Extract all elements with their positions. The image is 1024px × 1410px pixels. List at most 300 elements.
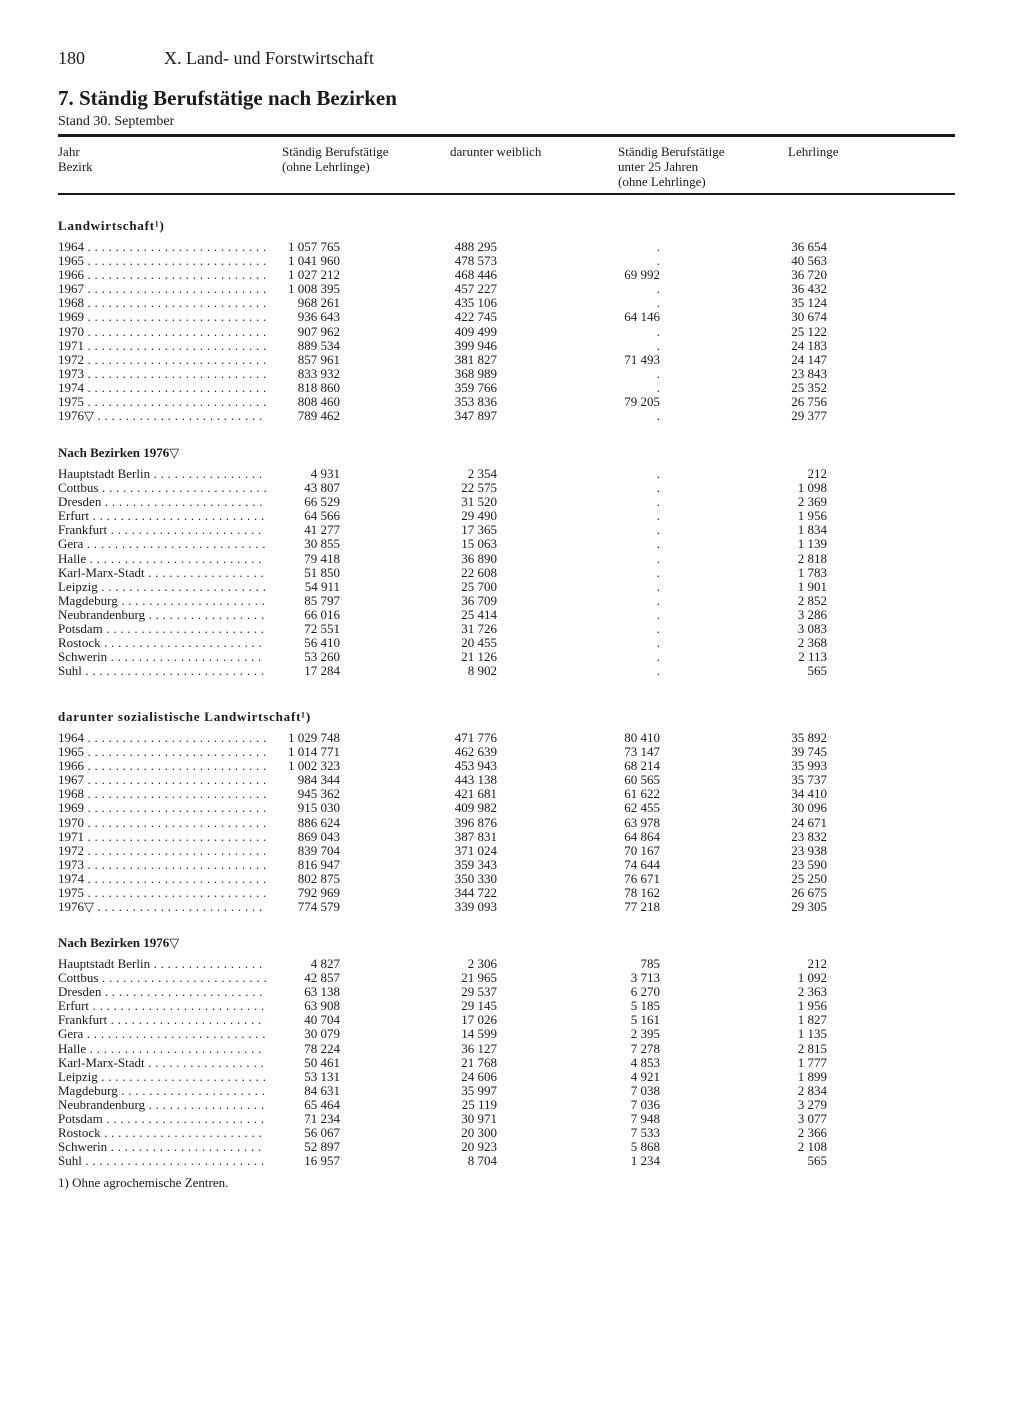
cell-unter-25: 62 455 [624,800,660,816]
chapter-title: X. Land- und Forstwirtschaft [164,48,374,68]
cell-unter-25: 4 853 [630,1054,660,1070]
cell-weiblich: 25 414 [461,606,497,622]
cell-unter-25: 73 147 [624,744,660,760]
cell-unter-25: . [656,635,660,651]
cell-berufstaetige: 17 284 [304,663,340,679]
cell-unter-25: . [656,466,660,481]
cell-weiblich: 359 343 [454,856,497,872]
cell-weiblich: 387 831 [454,828,497,844]
table-row [0,985,1024,999]
cell-lehrlinge: 1 092 [797,970,827,986]
cell-berufstaetige: 66 529 [304,494,340,510]
cell-unter-25: 80 410 [624,730,660,745]
table-row [0,900,1024,914]
cell-unter-25: 78 162 [624,885,660,901]
table-row [0,608,1024,622]
cell-unter-25: 64 146 [624,309,660,325]
cell-lehrlinge: 3 077 [797,1111,827,1127]
table-title: 7. Ständig Berufstätige nach Bezirken [58,86,397,110]
row-label: Dresden . . . [58,985,266,999]
cell-berufstaetige: 869 043 [297,828,340,844]
table-row [0,523,1024,537]
cell-unter-25: . [656,337,660,353]
cell-berufstaetige: 42 857 [304,970,340,986]
cell-berufstaetige: 53 260 [304,649,340,665]
table-row [0,268,1024,282]
cell-weiblich: 36 709 [461,592,497,608]
cell-unter-25: . [656,323,660,339]
cell-lehrlinge: 40 563 [791,253,827,269]
cell-lehrlinge: 26 756 [791,394,827,410]
cell-weiblich: 31 726 [461,621,497,637]
cell-unter-25: 2 395 [630,1026,660,1042]
row-label: Karl-Marx-Stadt . . . [58,566,266,580]
cell-lehrlinge: 1 956 [797,998,827,1014]
table-row [0,759,1024,773]
table-row [0,1042,1024,1056]
cell-lehrlinge: 565 [807,1153,827,1169]
cell-weiblich: 457 227 [454,281,497,297]
cell-weiblich: 2 354 [467,466,497,481]
cell-lehrlinge: 2 366 [797,1125,827,1141]
row-label: Karl-Marx-Stadt . . . [58,1056,266,1070]
row-label: 1972 . . . [58,353,266,367]
table-row [0,1070,1024,1084]
column-header-berufstaetige: Ständig Berufstätige (ohne Lehrlinge) [282,144,389,174]
cell-unter-25: . [656,550,660,566]
cell-unter-25: . [656,564,660,580]
cell-unter-25: 76 671 [624,870,660,886]
row-label: Erfurt . . . [58,999,266,1013]
cell-weiblich: 21 126 [461,649,497,665]
row-label: 1965 . . . [58,745,266,759]
cell-weiblich: 2 306 [467,956,497,971]
table-row [0,844,1024,858]
table-row [0,858,1024,872]
cell-unter-25: 7 036 [630,1096,660,1112]
row-label: 1966 . . . [58,268,266,282]
cell-unter-25: 5 185 [630,998,660,1014]
row-label: Erfurt . . . [58,509,266,523]
cell-lehrlinge: 1 139 [797,536,827,552]
table-row [0,1084,1024,1098]
row-label: Suhl . . . [58,664,266,678]
cell-lehrlinge: 25 250 [791,870,827,886]
cell-unter-25: 7 948 [630,1111,660,1127]
cell-berufstaetige: 71 234 [304,1111,340,1127]
cell-lehrlinge: 2 818 [797,550,827,566]
cell-lehrlinge: 26 675 [791,885,827,901]
cell-berufstaetige: 792 969 [297,885,340,901]
cell-weiblich: 381 827 [454,351,497,367]
table-row [0,537,1024,551]
table-row [0,872,1024,886]
cell-weiblich: 24 606 [461,1068,497,1084]
cell-lehrlinge: 36 432 [791,281,827,297]
section-rows-bezirke-landwirtschaft [0,467,1024,678]
cell-lehrlinge: 30 096 [791,800,827,816]
cell-berufstaetige: 857 961 [297,351,340,367]
row-label: 1976▽ . . . [58,409,266,423]
cell-lehrlinge: 1 783 [797,564,827,580]
cell-berufstaetige: 30 079 [304,1026,340,1042]
column-header-lehrlinge: Lehrlinge [788,144,839,159]
cell-lehrlinge: 24 183 [791,337,827,353]
cell-weiblich: 25 700 [461,578,497,594]
cell-weiblich: 14 599 [461,1026,497,1042]
cell-weiblich: 421 681 [454,786,497,802]
cell-lehrlinge: 2 834 [797,1082,827,1098]
row-label: Neubrandenburg . . . [58,608,266,622]
section-heading-bezirke-landwirtschaft: Nach Bezirken 1976▽ [58,445,180,460]
cell-unter-25: . [656,253,660,269]
table-row [0,282,1024,296]
cell-berufstaetige: 1 014 771 [288,744,340,760]
cell-weiblich: 468 446 [454,267,497,283]
cell-lehrlinge: 23 832 [791,828,827,844]
cell-unter-25: 3 713 [630,970,660,986]
cell-berufstaetige: 56 410 [304,635,340,651]
cell-weiblich: 8 704 [467,1153,497,1169]
cell-berufstaetige: 84 631 [304,1082,340,1098]
table-row [0,1027,1024,1041]
cell-lehrlinge: 24 147 [791,351,827,367]
cell-unter-25: 785 [640,956,660,971]
cell-weiblich: 478 573 [454,253,497,269]
cell-weiblich: 17 026 [461,1012,497,1028]
row-label: Suhl . . . [58,1154,266,1168]
cell-berufstaetige: 818 860 [297,379,340,395]
table-row [0,495,1024,509]
cell-lehrlinge: 2 108 [797,1139,827,1155]
row-label: 1970 . . . [58,816,266,830]
table-row [0,957,1024,971]
row-label: 1974 . . . [58,381,266,395]
cell-weiblich: 20 455 [461,635,497,651]
cell-weiblich: 21 965 [461,970,497,986]
cell-unter-25: 61 622 [624,786,660,802]
cell-berufstaetige: 1 041 960 [288,253,340,269]
table-row [0,381,1024,395]
cell-lehrlinge: 3 286 [797,606,827,622]
cell-lehrlinge: 1 901 [797,578,827,594]
cell-berufstaetige: 936 643 [297,309,340,325]
table-row [0,801,1024,815]
cell-berufstaetige: 16 957 [304,1153,340,1169]
table-row [0,566,1024,580]
table-row [0,830,1024,844]
cell-lehrlinge: 24 671 [791,814,827,830]
cell-weiblich: 435 106 [454,295,497,311]
cell-lehrlinge: 1 827 [797,1012,827,1028]
cell-weiblich: 29 145 [461,998,497,1014]
cell-lehrlinge: 1 834 [797,522,827,538]
table-row [0,787,1024,801]
table-row [0,552,1024,566]
cell-unter-25: 7 533 [630,1125,660,1141]
cell-unter-25: . [656,365,660,381]
cell-weiblich: 396 876 [454,814,497,830]
cell-weiblich: 471 776 [454,730,497,745]
cell-weiblich: 399 946 [454,337,497,353]
cell-berufstaetige: 64 566 [304,508,340,524]
cell-lehrlinge: 2 113 [798,649,827,665]
cell-berufstaetige: 1 008 395 [288,281,340,297]
row-label: 1967 . . . [58,773,266,787]
row-label: 1975 . . . [58,395,266,409]
cell-berufstaetige: 79 418 [304,550,340,566]
cell-berufstaetige: 889 534 [297,337,340,353]
section-rows-sozialistische [0,731,1024,914]
cell-unter-25: . [656,480,660,496]
cell-lehrlinge: 1 098 [797,480,827,496]
cell-weiblich: 36 890 [461,550,497,566]
row-label: Rostock . . . [58,1126,266,1140]
row-label: 1969 . . . [58,310,266,324]
cell-lehrlinge: 2 368 [797,635,827,651]
cell-lehrlinge: 36 654 [791,239,827,254]
table-row [0,664,1024,678]
cell-weiblich: 8 902 [467,663,497,679]
table-row [0,622,1024,636]
table-row [0,254,1024,268]
table-row [0,745,1024,759]
cell-unter-25: . [656,508,660,524]
cell-lehrlinge: 1 899 [797,1068,827,1084]
cell-lehrlinge: 2 363 [797,984,827,1000]
row-label: 1972 . . . [58,844,266,858]
row-label: 1975 . . . [58,886,266,900]
row-label: 1973 . . . [58,367,266,381]
cell-berufstaetige: 40 704 [304,1012,340,1028]
row-label: Cottbus . . . [58,481,266,495]
cell-unter-25: 4 921 [630,1068,660,1084]
cell-lehrlinge: 2 369 [797,494,827,510]
row-label: 1969 . . . [58,801,266,815]
row-label: Leipzig . . . [58,580,266,594]
cell-unter-25: . [656,408,660,424]
table-row [0,1140,1024,1154]
cell-berufstaetige: 968 261 [297,295,340,311]
cell-weiblich: 15 063 [461,536,497,552]
row-label: 1974 . . . [58,872,266,886]
cell-berufstaetige: 839 704 [297,842,340,858]
cell-lehrlinge: 23 843 [791,365,827,381]
cell-lehrlinge: 35 993 [791,758,827,774]
cell-weiblich: 29 490 [461,508,497,524]
page-number: 180 [58,48,85,68]
cell-lehrlinge: 29 305 [791,899,827,915]
cell-unter-25: 7 278 [630,1040,660,1056]
row-label: Magdeburg . . . [58,594,266,608]
cell-berufstaetige: 72 551 [304,621,340,637]
row-label: Potsdam . . . [58,1112,266,1126]
cell-unter-25: . [656,621,660,637]
cell-unter-25: . [656,592,660,608]
cell-lehrlinge: 35 737 [791,772,827,788]
cell-lehrlinge: 2 815 [797,1040,827,1056]
cell-unter-25: 5 161 [630,1012,660,1028]
row-label: Potsdam . . . [58,622,266,636]
cell-unter-25: 69 992 [624,267,660,283]
cell-lehrlinge: 35 892 [791,730,827,745]
cell-weiblich: 25 119 [461,1096,497,1112]
cell-weiblich: 22 608 [461,564,497,580]
row-label: 1964 . . . [58,240,266,254]
table-row [0,296,1024,310]
cell-weiblich: 409 982 [454,800,497,816]
cell-lehrlinge: 565 [807,663,827,679]
cell-unter-25: 68 214 [624,758,660,774]
row-label: 1965 . . . [58,254,266,268]
cell-unter-25: 71 493 [624,351,660,367]
cell-berufstaetige: 945 362 [297,786,340,802]
cell-berufstaetige: 66 016 [304,606,340,622]
table-row [0,1154,1024,1168]
cell-lehrlinge: 23 938 [791,842,827,858]
cell-berufstaetige: 56 067 [304,1125,340,1141]
cell-unter-25: 70 167 [624,842,660,858]
cell-lehrlinge: 35 124 [791,295,827,311]
cell-lehrlinge: 25 352 [791,379,827,395]
cell-lehrlinge: 36 720 [791,267,827,283]
cell-unter-25: . [656,295,660,311]
row-label: 1971 . . . [58,339,266,353]
cell-lehrlinge: 34 410 [791,786,827,802]
cell-weiblich: 353 836 [454,394,497,410]
table-row [0,240,1024,254]
cell-weiblich: 409 499 [454,323,497,339]
cell-berufstaetige: 54 911 [304,578,340,594]
cell-lehrlinge: 25 122 [791,323,827,339]
cell-berufstaetige: 30 855 [304,536,340,552]
cell-berufstaetige: 802 875 [297,870,340,886]
table-row [0,650,1024,664]
cell-unter-25: 7 038 [630,1082,660,1098]
cell-berufstaetige: 907 962 [297,323,340,339]
section-heading-landwirtschaft: Landwirtschaft¹) [58,218,165,233]
table-row [0,481,1024,495]
table-subtitle: Stand 30. September [58,114,175,129]
table-row [0,636,1024,650]
cell-weiblich: 368 989 [454,365,497,381]
cell-unter-25: . [656,649,660,665]
cell-berufstaetige: 50 461 [304,1054,340,1070]
cell-unter-25: 74 644 [624,856,660,872]
table-row [0,325,1024,339]
row-label: Hauptstadt Berlin . . . [58,467,266,481]
table-row [0,310,1024,324]
cell-lehrlinge: 1 777 [797,1054,827,1070]
row-label: Halle . . . [58,1042,266,1056]
table-row [0,594,1024,608]
cell-berufstaetige: 85 797 [304,592,340,608]
cell-unter-25: . [656,536,660,552]
cell-berufstaetige: 41 277 [304,522,340,538]
cell-berufstaetige: 65 464 [304,1096,340,1112]
cell-unter-25: 1 234 [630,1153,660,1169]
cell-berufstaetige: 1 057 765 [288,239,340,254]
row-label: Magdeburg . . . [58,1084,266,1098]
cell-weiblich: 371 024 [454,842,497,858]
table-row [0,395,1024,409]
table-row [0,467,1024,481]
row-label: 1968 . . . [58,787,266,801]
cell-berufstaetige: 1 029 748 [288,730,340,745]
table-row [0,1013,1024,1027]
cell-unter-25: . [656,522,660,538]
cell-berufstaetige: 63 138 [304,984,340,1000]
cell-lehrlinge: 1 956 [797,508,827,524]
cell-lehrlinge: 2 852 [797,592,827,608]
cell-unter-25: . [656,239,660,254]
header-rule [58,193,955,195]
cell-lehrlinge: 29 377 [791,408,827,424]
table-row [0,731,1024,745]
section-rows-landwirtschaft [0,240,1024,423]
cell-weiblich: 30 971 [461,1111,497,1127]
cell-weiblich: 20 923 [461,1139,497,1155]
row-label: 1970 . . . [58,325,266,339]
table-row [0,1112,1024,1126]
cell-lehrlinge: 3 083 [797,621,827,637]
cell-lehrlinge: 30 674 [791,309,827,325]
cell-weiblich: 359 766 [454,379,497,395]
table-row [0,339,1024,353]
row-label: Rostock . . . [58,636,266,650]
table-row [0,1056,1024,1070]
row-label: 1968 . . . [58,296,266,310]
row-label: Frankfurt . . . [58,523,266,537]
cell-berufstaetige: 78 224 [304,1040,340,1056]
cell-berufstaetige: 1 002 323 [288,758,340,774]
cell-unter-25: . [656,663,660,679]
row-label: Halle . . . [58,552,266,566]
row-label: Hauptstadt Berlin . . . [58,957,266,971]
cell-weiblich: 350 330 [454,870,497,886]
cell-lehrlinge: 1 135 [797,1026,827,1042]
top-rule [58,134,955,137]
cell-weiblich: 453 943 [454,758,497,774]
cell-unter-25: 64 864 [624,828,660,844]
cell-weiblich: 422 745 [454,309,497,325]
table-row [0,580,1024,594]
column-header-jahr-bezirk: Jahr Bezirk [58,144,93,174]
cell-weiblich: 20 300 [461,1125,497,1141]
row-label: 1966 . . . [58,759,266,773]
cell-unter-25: . [656,379,660,395]
cell-lehrlinge: 212 [807,956,827,971]
table-row [0,367,1024,381]
cell-unter-25: . [656,578,660,594]
cell-berufstaetige: 4 931 [310,466,340,481]
cell-weiblich: 344 722 [454,885,497,901]
cell-unter-25: 6 270 [630,984,660,1000]
cell-unter-25: 63 978 [624,814,660,830]
cell-berufstaetige: 1 027 212 [288,267,340,283]
cell-weiblich: 21 768 [461,1054,497,1070]
row-label: 1971 . . . [58,830,266,844]
cell-berufstaetige: 833 932 [297,365,340,381]
cell-weiblich: 488 295 [454,239,497,254]
cell-berufstaetige: 774 579 [297,899,340,915]
cell-weiblich: 339 093 [454,899,497,915]
table-row [0,353,1024,367]
row-label: Gera . . . [58,1027,266,1041]
section-heading-sozialistische: darunter sozialistische Landwirtschaft¹) [58,709,311,724]
cell-lehrlinge: 3 279 [797,1096,827,1112]
table-row [0,509,1024,523]
